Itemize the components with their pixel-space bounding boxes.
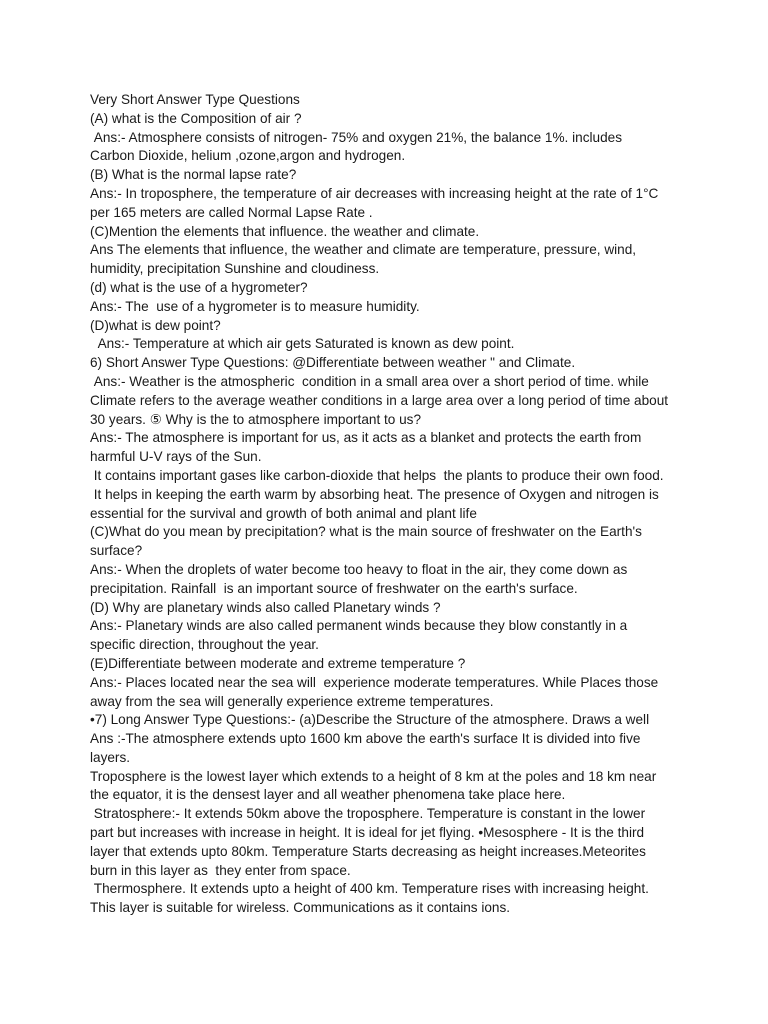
answer-line: Ans:- In troposphere, the temperature of air decreases with increasing height at the rate of 1°C (90, 185, 659, 201)
question-line: 30 years. ⑤ Why is the to atmosphere important to us? (90, 411, 422, 427)
answer-line: essential for the survival and growth of both animal and plant life (90, 505, 477, 521)
answer-line: Climate refers to the average weather conditions in a large area over a long period of time about (90, 392, 669, 408)
question-line: (A) what is the Composition of air ? (90, 110, 302, 126)
answer-line: Ans:- Planetary winds are also called permanent winds because they blow constantly in a (90, 618, 628, 634)
answer-line: part but increases with increase in height. It is ideal for jet flying. •Mesosphere - It is the third (90, 825, 645, 841)
answer-line: Stratosphere:- It extends 50km above the troposphere. Temperature is constant in the lower (90, 806, 646, 822)
question-line: (D)what is dew point? (90, 317, 221, 333)
answer-line: specific direction, throughout the year. (90, 637, 319, 653)
answer-line: layers. (90, 749, 131, 765)
question-line: (E)Differentiate between moderate and extreme temperature ? (90, 655, 466, 671)
answer-line: Ans:- Weather is the atmospheric condition in a small area over a short period of time. while (90, 373, 649, 389)
answer-line: layer that extends upto 80km. Temperature Starts decreasing as height increases.Meteorites (90, 843, 646, 859)
answer-line: the equator, it is the densest layer and all weather phenomena take place here. (90, 787, 566, 803)
answer-line: burn in this layer as they enter from space. (90, 862, 351, 878)
answer-line: Ans :-The atmosphere extends upto 1600 km above the earth's surface It is divided into five (90, 731, 641, 747)
answer-line: humidity, precipitation Sunshine and cloudiness. (90, 261, 380, 277)
answer-line: per 165 meters are called Normal Lapse Rate . (90, 204, 373, 220)
section-heading: Very Short Answer Type Questions (90, 92, 300, 107)
answer-line: Ans:- Temperature at which air gets Saturated is known as dew point. (90, 336, 515, 352)
question-line: (d) what is the use of a hygrometer? (90, 279, 308, 295)
question-line: (B) What is the normal lapse rate? (90, 167, 297, 183)
section-heading: 6) Short Answer Type Questions: @Differentiate between weather " and Climate. (90, 355, 576, 371)
document-text (90, 91, 690, 918)
answer-line: Ans:- Atmosphere consists of nitrogen- 75% and oxygen 21%, the balance 1%. includes (90, 129, 622, 145)
question-line: surface? (90, 543, 143, 559)
answer-line: Carbon Dioxide, helium ,ozone,argon and hydrogen. (90, 148, 406, 164)
answer-line: This layer is suitable for wireless. Communications as it contains ions. (90, 900, 511, 916)
answer-line: Ans The elements that influence, the weather and climate are temperature, pressure, wind, (90, 242, 637, 258)
question-line: (C)What do you mean by precipitation? what is the main source of freshwater on the Earth's (90, 524, 642, 540)
answer-line: It helps in keeping the earth warm by absorbing heat. The presence of Oxygen and nitrogen is (90, 486, 659, 502)
answer-line: precipitation. Rainfall is an important source of freshwater on the earth's surface. (90, 580, 578, 596)
answer-line: Thermosphere. It extends upto a height of 400 km. Temperature rises with increasing height. (90, 881, 649, 897)
section-heading: •7) Long Answer Type Questions:- (a)Describe the Structure of the atmosphere. Draws a well (90, 712, 650, 728)
question-line: (C)Mention the elements that influence. the weather and climate. (90, 223, 480, 239)
question-line: (D) Why are planetary winds also called Planetary winds ? (90, 599, 441, 615)
answer-line: Ans:- The atmosphere is important for us, as it acts as a blanket and protects the earth from (90, 430, 642, 446)
answer-line: Ans:- When the droplets of water become too heavy to float in the air, they come down as (90, 561, 628, 577)
answer-line: Ans:- Places located near the sea will experience moderate temperatures. While Places those (90, 674, 659, 690)
answer-line: harmful U-V rays of the Sun. (90, 449, 262, 465)
answer-line: away from the sea will generally experience extreme temperatures. (90, 693, 494, 709)
answer-line: It contains important gases like carbon-dioxide that helps the plants to produce their own food. (90, 467, 664, 483)
answer-line: Ans:- The use of a hygrometer is to measure humidity. (90, 298, 420, 314)
answer-line: Troposphere is the lowest layer which extends to a height of 8 km at the poles and 18 km near (90, 768, 657, 784)
